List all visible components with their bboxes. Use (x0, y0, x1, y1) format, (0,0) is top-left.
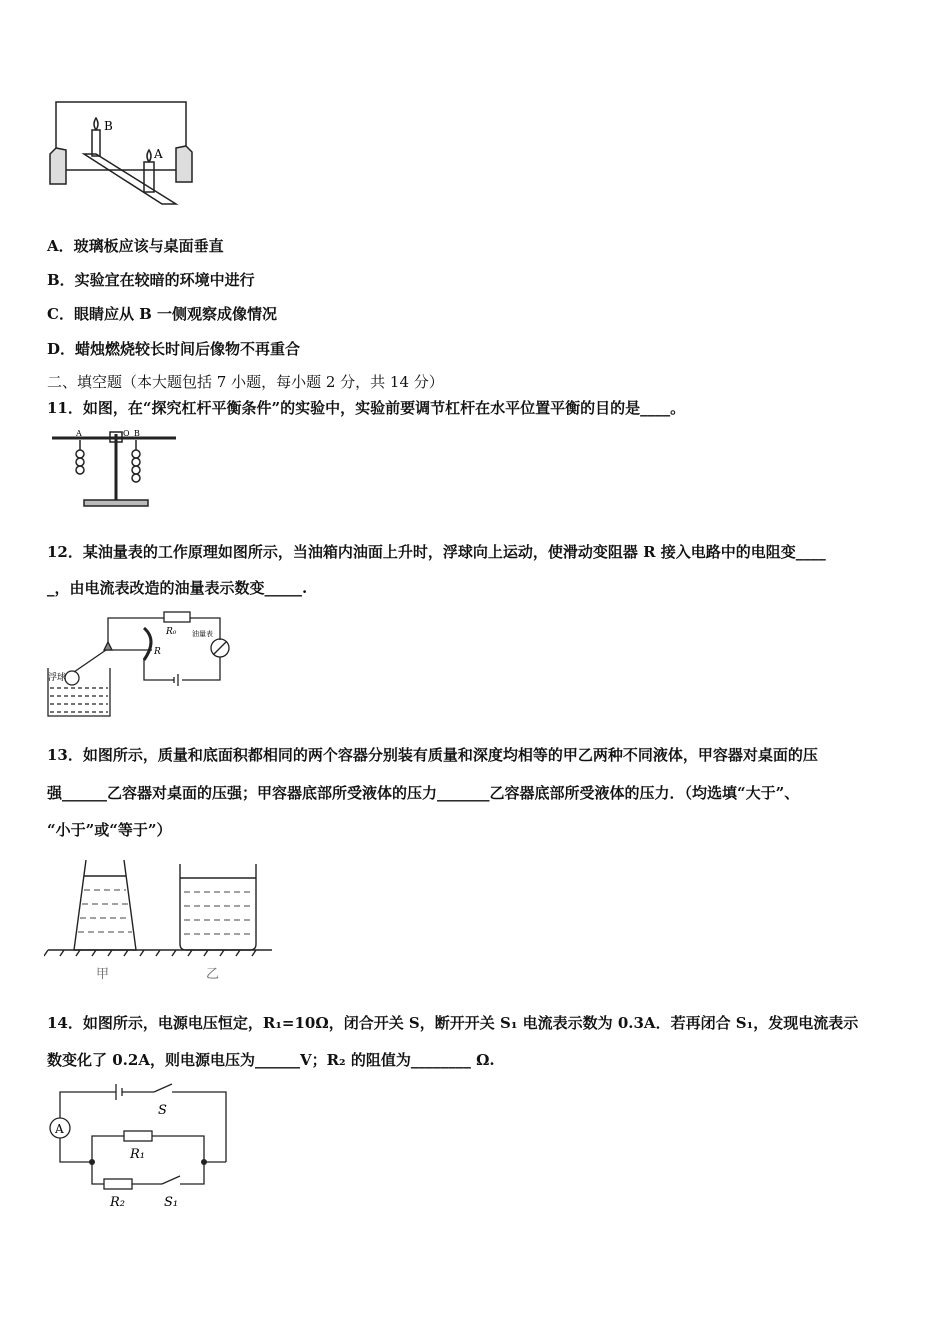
containers-figure (44, 856, 274, 986)
label-r0: R₀ (166, 627, 177, 637)
label-r: R (154, 647, 161, 657)
label-a: A (76, 429, 82, 438)
label-r1: R₁ (130, 1147, 145, 1162)
label-b: B (134, 429, 140, 438)
label-b: B (104, 119, 113, 133)
label-o: O (123, 429, 130, 438)
lever-figure (44, 428, 184, 512)
question-13-line2: 强______乙容器对桌面的压强；甲容器底部所受液体的压力_______乙容器底部所受液体的压力．（均选填“大于”、 (47, 784, 800, 802)
question-12-line1: 12．某油量表的工作原理如图所示，当油箱内油面上升时，浮球向上运动，使滑动变阻器 R 接入电路中的电阻变____ (47, 543, 826, 561)
circuit-figure (44, 1080, 234, 1212)
question-12-line2: _，由电流表改造的油量表示数变_____. (47, 579, 308, 597)
question-14-line2: 数变化了 0.2A，则电源电压为______V；R₂ 的阻值为________ Ω. (47, 1051, 495, 1069)
question-14-line1: 14．如图所示，电源电压恒定，R₁=10Ω，闭合开关 S，断开开关 S₁ 电流表示数为 0.3A．若再闭合 S₁，发现电流表示 (47, 1014, 859, 1032)
label-s1: S₁ (164, 1195, 179, 1210)
label-a: A (154, 147, 163, 161)
question-13-line3: “小于”或“等于”） (47, 821, 172, 839)
option-b: B．实验宜在较暗的环境中进行 (47, 271, 255, 289)
oil-gauge-figure (44, 610, 244, 722)
label-meter: 油量表 (192, 630, 213, 638)
section-heading: 二、填空题（本大题包括 7 小题，每小题 2 分，共 14 分） (47, 373, 444, 391)
mirror-experiment-figure (44, 98, 194, 210)
label-s: S (158, 1103, 167, 1118)
option-d: D．蜡烛燃烧较长时间后像物不再重合 (47, 340, 301, 358)
option-a: A．玻璃板应该与桌面垂直 (47, 237, 224, 255)
label-yi: 乙 (206, 967, 220, 982)
label-float: 浮球 (48, 673, 67, 683)
question-13-line1: 13．如图所示，质量和底面积都相同的两个容器分别装有质量和深度均相等的甲乙两种不同液体，甲容器对桌面的压 (47, 746, 818, 764)
label-jia: 甲 (96, 967, 110, 982)
label-ammeter: A (55, 1122, 64, 1136)
option-c: C．眼睛应从 B 一侧观察成像情况 (47, 305, 278, 323)
question-11: 11．如图，在“探究杠杆平衡条件”的实验中，实验前要调节杠杆在水平位置平衡的目的是____。 (47, 399, 686, 417)
label-r2: R₂ (110, 1195, 125, 1210)
